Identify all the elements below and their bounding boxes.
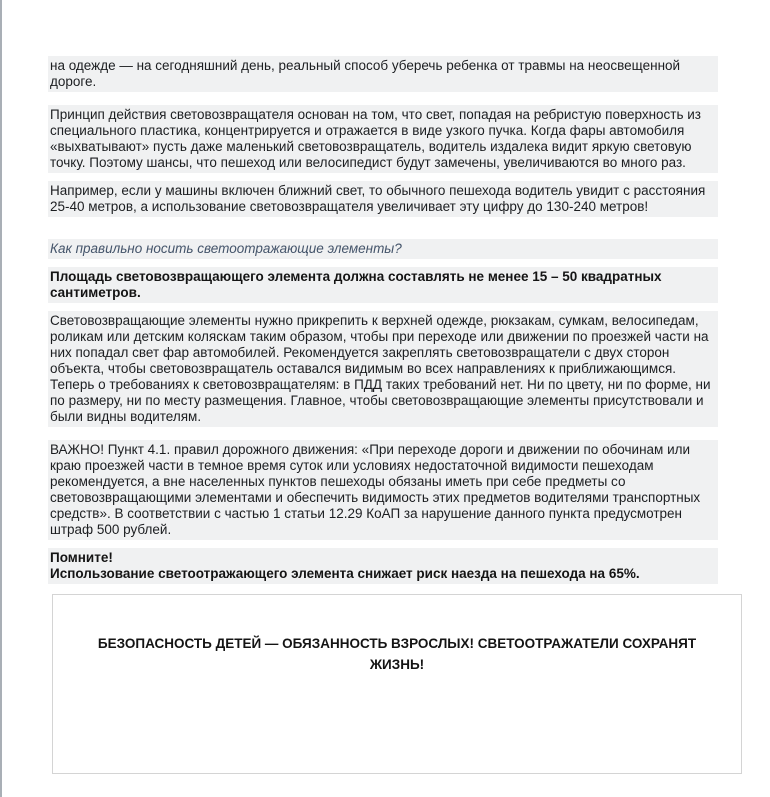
remember-title: Помните!	[50, 550, 113, 565]
paragraph-traffic-rules-important: ВАЖНО! Пункт 4.1. правил дорожного движения: «При переходе дороги и движении по обочинам или краю проезжей части в темное время суток или условиях недостаточной видимости пешеходам рекомендуется, а вне населенных пунктов пешеходы обязаны иметь при себе предметы со световозвращающими элементами и обеспечить видимость этих предметов водителями транспортных средств». В соответствии с частью 1 статьи 12.29 КоАП за нарушение данного пункта предусмотрен штраф 500 рублей.	[48, 440, 718, 540]
paragraph-element-area-requirement: Площадь световозвращающего элемента должна составлять не менее 15 – 50 квадратных сантиметров.	[48, 267, 718, 303]
window-left-edge	[0, 0, 2, 797]
safety-banner-text: БЕЗОПАСНОСТЬ ДЕТЕЙ — ОБЯЗАННОСТЬ ВЗРОСЛЫХ! СВЕТООТРАЖАТЕЛИ СОХРАНЯТ ЖИЗНЬ!	[97, 636, 697, 672]
paragraph-remember	[48, 548, 718, 584]
remember-statistic: Использование светоотражающего элемента снижает риск наезда на пешехода на 65%.	[50, 566, 640, 581]
paragraph-intro: на одежде — на сегодняшний день, реальный способ уберечь ребенка от травмы на неосвещенной дороге.	[48, 56, 718, 92]
paragraph-visibility-example: Например, если у машины включен ближний свет, то обычного пешехода водитель увидит с расстояния 25-40 метров, а использование световозвращателя увеличивает эту цифру до 130-240 метров!	[48, 181, 718, 217]
paragraph-reflector-principle: Принцип действия световозвращателя основан на том, что свет, попадая на ребристую поверхность из специального пластика, концентрируется и отражается в виде узкого пучка. Когда фары автомобиля «выхватывают» пусть даже маленький световозвращатель, водитель издалека видит яркую световую точку. Поэтому шансы, что пешеход или велосипедист будут замечены, увеличиваются во много раз.	[48, 105, 718, 173]
safety-banner-box	[52, 594, 742, 774]
paragraph-attachment-guidelines: Световозвращающие элементы нужно прикрепить к верхней одежде, рюкзакам, сумкам, велосипедам, роликам или детским коляскам таким образом, чтобы при переходе или движении по проезжей части на них попадал свет фар автомобилей. Рекомендуется закреплять световозвращатели с двух сторон объекта, чтобы световозвращатель оставался видимым во всех направлениях к приближающимся. Теперь о требованиях к световозвращателям: в ПДД таких требований нет. Ни по цвету, ни по форме, ни по размеру, ни по месту размещения. Главное, чтобы световозвращающие элементы присутствовали и были видны водителям.	[48, 311, 718, 427]
document-content	[48, 56, 718, 774]
heading-how-to-wear: Как правильно носить светоотражающие элементы?	[48, 239, 718, 259]
